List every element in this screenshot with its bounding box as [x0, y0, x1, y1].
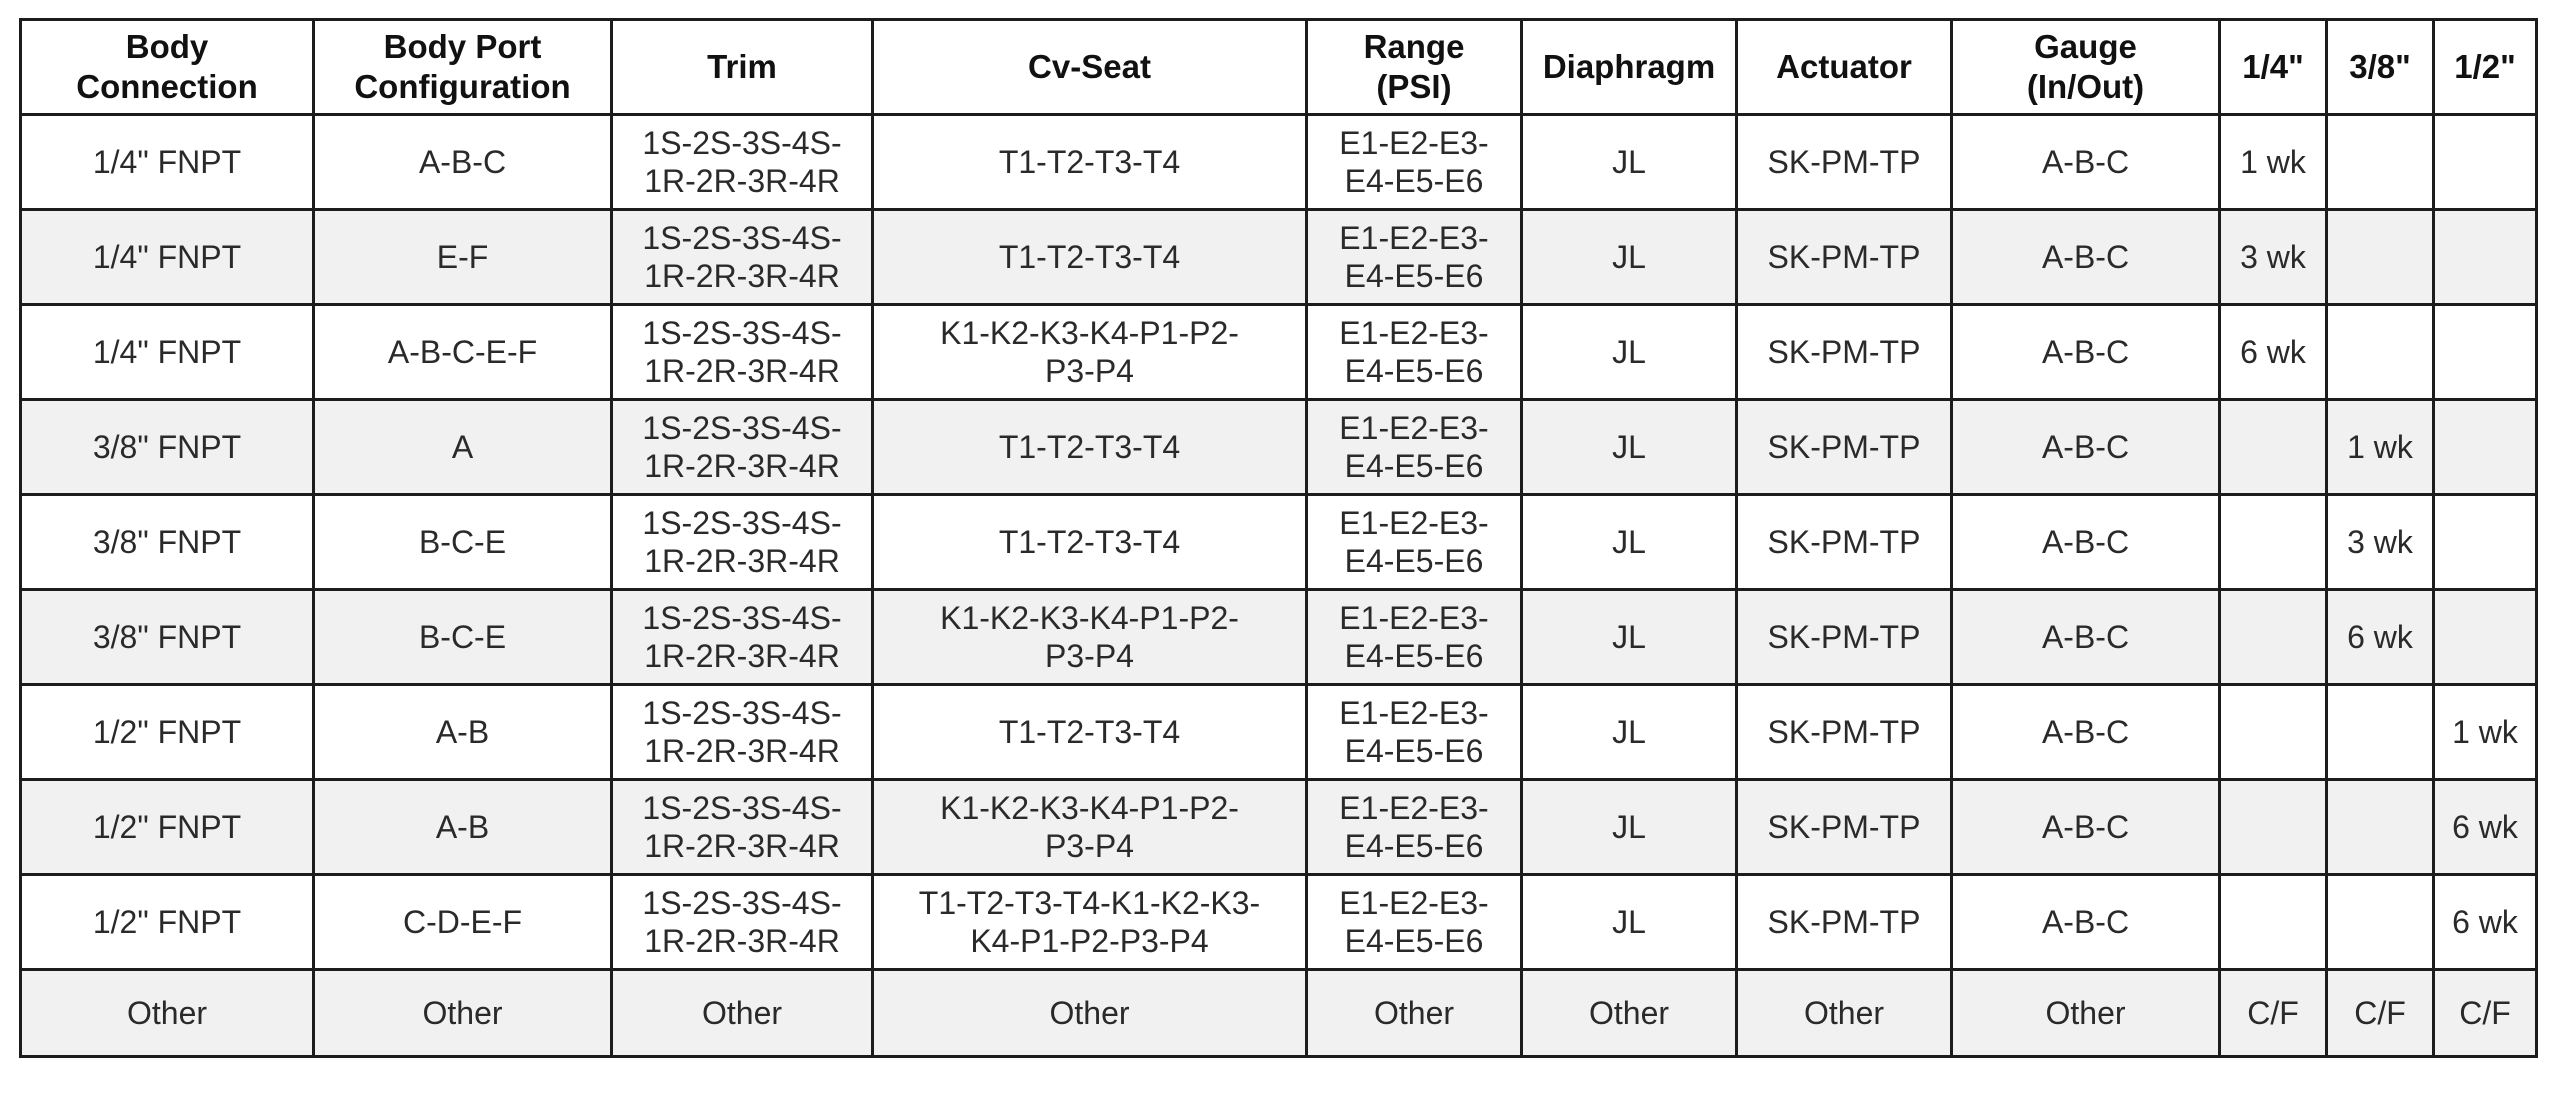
cell-text: E1-E2-E3- E4-E5-E6 [1339, 125, 1489, 199]
cell-diaphragm [1522, 305, 1737, 400]
cell-half-inch [2434, 400, 2537, 495]
cell-gauge [1952, 400, 2220, 495]
cell-text: 6 wk [2347, 619, 2413, 655]
cell-text: 1/4" FNPT [92, 334, 242, 370]
cell-body-connection [21, 495, 314, 590]
cell-text: 3/8" FNPT [92, 429, 242, 465]
cell-half-inch [2434, 115, 2537, 210]
cell-diaphragm [1522, 400, 1737, 495]
cell-text: JL [1612, 239, 1646, 275]
cell-cv-seat [873, 685, 1307, 780]
cell-text: A-B-C [2041, 429, 2130, 465]
cell-actuator [1737, 305, 1952, 400]
cell-body-connection [21, 210, 314, 305]
cell-text: 1S-2S-3S-4S- 1R-2R-3R-4R [642, 125, 842, 199]
cell-body-connection [21, 685, 314, 780]
cell-gauge [1952, 875, 2220, 970]
cell-quarter-inch [2220, 210, 2327, 305]
header-body-connection: Body Connection [21, 20, 314, 115]
cell-text: SK-PM-TP [1767, 239, 1921, 275]
cell-half-inch [2434, 970, 2537, 1057]
cell-text: A-B-C [2041, 904, 2130, 940]
cell-text: E1-E2-E3- E4-E5-E6 [1339, 410, 1489, 484]
table-row [21, 400, 2537, 495]
cell-body-connection [21, 970, 314, 1057]
cell-text: Other [701, 995, 783, 1031]
cell-quarter-inch [2220, 970, 2327, 1057]
cell-text: A-B-C [2041, 334, 2130, 370]
cell-body-connection [21, 780, 314, 875]
cell-three-eighth-inch [2327, 495, 2434, 590]
cell-text: JL [1612, 619, 1646, 655]
header-trim: Trim [612, 20, 873, 115]
cell-three-eighth-inch [2327, 305, 2434, 400]
cell-trim [612, 780, 873, 875]
cell-quarter-inch [2220, 685, 2327, 780]
cell-text: 3 wk [2347, 524, 2413, 560]
header-three-eighth-inch: 3/8" [2327, 20, 2434, 115]
cell-cv-seat [873, 590, 1307, 685]
cell-actuator [1737, 115, 1952, 210]
cell-body-port-configuration [314, 685, 612, 780]
table-row [21, 970, 2537, 1057]
cell-text: T1-T2-T3-T4 [998, 524, 1181, 560]
cell-text: E1-E2-E3- E4-E5-E6 [1339, 600, 1489, 674]
cell-gauge [1952, 305, 2220, 400]
cell-text: A-B-C [2041, 239, 2130, 275]
cell-gauge [1952, 115, 2220, 210]
cell-cv-seat [873, 495, 1307, 590]
cell-text: Other [2045, 995, 2126, 1031]
cell-half-inch [2434, 305, 2537, 400]
cell-body-connection [21, 400, 314, 495]
cell-text: T1-T2-T3-T4 [998, 714, 1181, 750]
cell-text: A [451, 429, 474, 465]
table-row [21, 875, 2537, 970]
cell-text: 1S-2S-3S-4S- 1R-2R-3R-4R [642, 315, 842, 389]
cell-text: 1 wk [2452, 714, 2518, 750]
cell-half-inch [2434, 495, 2537, 590]
cell-trim [612, 495, 873, 590]
cell-trim [612, 970, 873, 1057]
cell-quarter-inch [2220, 875, 2327, 970]
cell-text: E1-E2-E3- E4-E5-E6 [1339, 790, 1489, 864]
cell-range [1307, 970, 1522, 1057]
cell-text: T1-T2-T3-T4 [998, 239, 1181, 275]
table-row [21, 210, 2537, 305]
cell-three-eighth-inch [2327, 115, 2434, 210]
cell-body-port-configuration [314, 495, 612, 590]
cell-text: 1 wk [2347, 429, 2413, 465]
cell-text: B-C-E [418, 619, 507, 655]
cell-text: 3 wk [2240, 239, 2306, 275]
cell-text: A-B [435, 714, 490, 750]
cell-text: T1-T2-T3-T4 [998, 144, 1181, 180]
cell-text: C/F [2459, 995, 2511, 1031]
cell-actuator [1737, 875, 1952, 970]
cell-text: 6 wk [2452, 904, 2518, 940]
cell-text: 3/8" FNPT [92, 524, 242, 560]
cell-text: B-C-E [418, 524, 507, 560]
cell-text: SK-PM-TP [1767, 334, 1921, 370]
header-actuator: Actuator [1737, 20, 1952, 115]
cell-text: 1S-2S-3S-4S- 1R-2R-3R-4R [642, 410, 842, 484]
cell-three-eighth-inch [2327, 400, 2434, 495]
cell-text: SK-PM-TP [1767, 429, 1921, 465]
cell-text: SK-PM-TP [1767, 144, 1921, 180]
cell-range [1307, 590, 1522, 685]
cell-body-connection [21, 115, 314, 210]
cell-actuator [1737, 970, 1952, 1057]
cell-text: K1-K2-K3-K4-P1-P2- P3-P4 [940, 790, 1239, 864]
cell-body-connection [21, 590, 314, 685]
cell-text: 1/4" FNPT [92, 239, 242, 275]
cell-diaphragm [1522, 780, 1737, 875]
cell-text: Other [1049, 995, 1130, 1031]
cell-body-port-configuration [314, 210, 612, 305]
cell-diaphragm [1522, 115, 1737, 210]
cell-half-inch [2434, 590, 2537, 685]
cell-actuator [1737, 400, 1952, 495]
cell-text: 1/4" FNPT [92, 144, 242, 180]
cell-text: A-B-C [2041, 619, 2130, 655]
cell-body-port-configuration [314, 875, 612, 970]
cell-gauge [1952, 495, 2220, 590]
cell-half-inch [2434, 780, 2537, 875]
header-half-inch: 1/2" [2434, 20, 2537, 115]
cell-actuator [1737, 495, 1952, 590]
table-row [21, 590, 2537, 685]
cell-text: JL [1612, 144, 1646, 180]
cell-gauge [1952, 685, 2220, 780]
header-range: Range (PSI) [1307, 20, 1522, 115]
table-body [21, 115, 2537, 1057]
cell-three-eighth-inch [2327, 970, 2434, 1057]
cell-text: 1S-2S-3S-4S- 1R-2R-3R-4R [642, 790, 842, 864]
cell-text: Other [1588, 995, 1670, 1031]
cell-text: T1-T2-T3-T4 [998, 429, 1181, 465]
cell-diaphragm [1522, 210, 1737, 305]
cell-body-port-configuration [314, 780, 612, 875]
cell-body-port-configuration [314, 590, 612, 685]
cell-gauge [1952, 970, 2220, 1057]
cell-text: 1/2" FNPT [92, 714, 242, 750]
cell-quarter-inch [2220, 305, 2327, 400]
cell-trim [612, 210, 873, 305]
cell-diaphragm [1522, 495, 1737, 590]
cell-body-port-configuration [314, 115, 612, 210]
cell-quarter-inch [2220, 590, 2327, 685]
cell-range [1307, 780, 1522, 875]
cell-trim [612, 875, 873, 970]
cell-text: Other [1373, 995, 1455, 1031]
cell-three-eighth-inch [2327, 685, 2434, 780]
cell-quarter-inch [2220, 400, 2327, 495]
cell-text: 1S-2S-3S-4S- 1R-2R-3R-4R [642, 695, 842, 769]
cell-text: 1S-2S-3S-4S- 1R-2R-3R-4R [642, 600, 842, 674]
cell-three-eighth-inch [2327, 780, 2434, 875]
cell-text: SK-PM-TP [1767, 524, 1921, 560]
cell-text: 1S-2S-3S-4S- 1R-2R-3R-4R [642, 505, 842, 579]
cell-text: E1-E2-E3- E4-E5-E6 [1339, 220, 1489, 294]
cell-trim [612, 590, 873, 685]
cell-text: Other [126, 995, 208, 1031]
cell-actuator [1737, 590, 1952, 685]
cell-text: JL [1612, 429, 1646, 465]
cell-text: JL [1612, 809, 1646, 845]
cell-half-inch [2434, 685, 2537, 780]
cell-diaphragm [1522, 590, 1737, 685]
cell-actuator [1737, 210, 1952, 305]
cell-cv-seat [873, 400, 1307, 495]
cell-three-eighth-inch [2327, 210, 2434, 305]
header-row [21, 20, 2537, 115]
cell-text: A-B-C [2041, 144, 2130, 180]
cell-range [1307, 495, 1522, 590]
header-body-port-configuration: Body Port Configuration [314, 20, 612, 115]
cell-actuator [1737, 780, 1952, 875]
cell-text: C/F [2354, 995, 2406, 1031]
header-quarter-inch: 1/4" [2220, 20, 2327, 115]
cell-text: SK-PM-TP [1767, 619, 1921, 655]
cell-range [1307, 210, 1522, 305]
cell-three-eighth-inch [2327, 875, 2434, 970]
cell-range [1307, 305, 1522, 400]
cell-body-port-configuration [314, 970, 612, 1057]
cell-diaphragm [1522, 875, 1737, 970]
cell-text: SK-PM-TP [1767, 904, 1921, 940]
cell-text: 1/2" FNPT [92, 809, 242, 845]
cell-trim [612, 685, 873, 780]
cell-text: K1-K2-K3-K4-P1-P2- P3-P4 [940, 600, 1239, 674]
cell-text: A-B-C [2041, 524, 2130, 560]
cell-text: K1-K2-K3-K4-P1-P2- P3-P4 [940, 315, 1239, 389]
cell-text: 1S-2S-3S-4S- 1R-2R-3R-4R [642, 885, 842, 959]
header-diaphragm: Diaphragm [1522, 20, 1737, 115]
cell-text: JL [1612, 334, 1646, 370]
cell-text: A-B-C [2041, 809, 2130, 845]
cell-cv-seat [873, 210, 1307, 305]
cell-trim [612, 115, 873, 210]
cell-range [1307, 115, 1522, 210]
cell-text: JL [1612, 714, 1646, 750]
header-cv-seat: Cv-Seat [873, 20, 1307, 115]
cell-body-connection [21, 305, 314, 400]
cell-diaphragm [1522, 970, 1737, 1057]
cell-text: E1-E2-E3- E4-E5-E6 [1339, 695, 1489, 769]
cell-trim [612, 400, 873, 495]
cell-range [1307, 685, 1522, 780]
cell-text: 6 wk [2452, 809, 2518, 845]
table-row [21, 685, 2537, 780]
cell-text: C-D-E-F [402, 904, 523, 940]
cell-text: 6 wk [2240, 334, 2306, 370]
cell-text: C/F [2247, 995, 2299, 1031]
cell-text: E1-E2-E3- E4-E5-E6 [1339, 885, 1489, 959]
cell-gauge [1952, 590, 2220, 685]
cell-text: JL [1612, 524, 1646, 560]
cell-diaphragm [1522, 685, 1737, 780]
cell-half-inch [2434, 875, 2537, 970]
cell-gauge [1952, 210, 2220, 305]
cell-text: SK-PM-TP [1767, 809, 1921, 845]
cell-text: A-B-C [418, 144, 507, 180]
table-row [21, 780, 2537, 875]
cell-text: Other [422, 995, 503, 1031]
cell-text: 1 wk [2240, 144, 2306, 180]
header-gauge: Gauge (In/Out) [1952, 20, 2220, 115]
cell-quarter-inch [2220, 495, 2327, 590]
cell-actuator [1737, 685, 1952, 780]
cell-cv-seat [873, 875, 1307, 970]
cell-text: A-B-C [2041, 714, 2130, 750]
spec-table [19, 18, 2538, 1058]
cell-text: A-B-C-E-F [387, 334, 538, 370]
cell-text: 1S-2S-3S-4S- 1R-2R-3R-4R [642, 220, 842, 294]
table-row [21, 495, 2537, 590]
cell-gauge [1952, 780, 2220, 875]
cell-text: 1/2" FNPT [92, 904, 242, 940]
cell-body-connection [21, 875, 314, 970]
cell-trim [612, 305, 873, 400]
cell-quarter-inch [2220, 780, 2327, 875]
cell-text: E1-E2-E3- E4-E5-E6 [1339, 505, 1489, 579]
spec-table-container [19, 18, 2535, 1058]
cell-cv-seat [873, 305, 1307, 400]
cell-text: A-B [435, 809, 490, 845]
cell-three-eighth-inch [2327, 590, 2434, 685]
cell-text: SK-PM-TP [1767, 714, 1921, 750]
cell-quarter-inch [2220, 115, 2327, 210]
cell-body-port-configuration [314, 400, 612, 495]
cell-text: E-F [436, 239, 489, 275]
cell-body-port-configuration [314, 305, 612, 400]
cell-range [1307, 400, 1522, 495]
cell-text: Other [1803, 995, 1885, 1031]
cell-cv-seat [873, 970, 1307, 1057]
cell-cv-seat [873, 115, 1307, 210]
cell-cv-seat [873, 780, 1307, 875]
cell-range [1307, 875, 1522, 970]
cell-text: JL [1612, 904, 1646, 940]
cell-text: T1-T2-T3-T4-K1-K2-K3- K4-P1-P2-P3-P4 [918, 885, 1261, 959]
table-row [21, 115, 2537, 210]
cell-half-inch [2434, 210, 2537, 305]
table-row [21, 305, 2537, 400]
cell-text: E1-E2-E3- E4-E5-E6 [1339, 315, 1489, 389]
cell-text: 3/8" FNPT [92, 619, 242, 655]
